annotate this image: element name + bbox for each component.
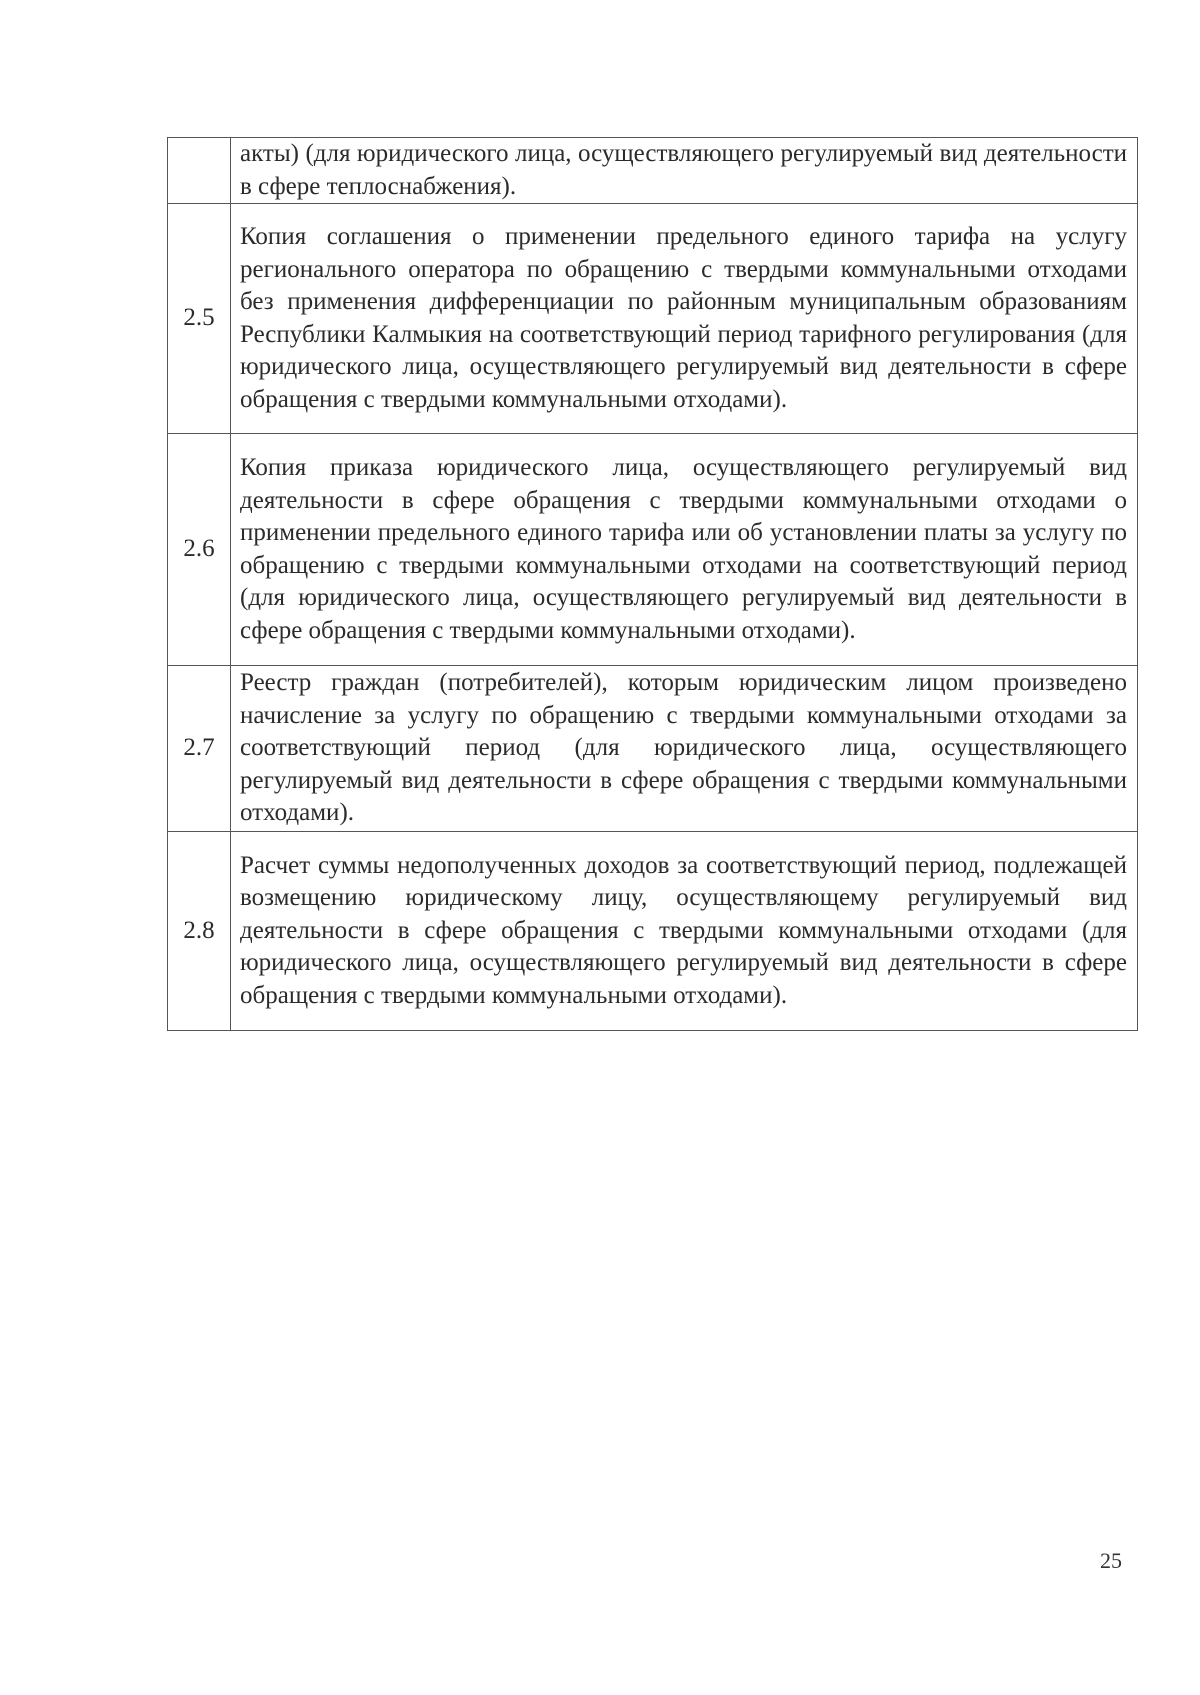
row-number-cell: 2.8 (168, 832, 231, 1031)
table-row (168, 832, 1138, 1031)
table-row (168, 138, 1138, 204)
page-number: 25 (1100, 1548, 1122, 1573)
row-text-cell: Копия соглашения о применении предельного единого тарифа на услугу регионального оператора по обращению с твердыми коммунальными отходами без применения дифференциации по районным муниципальным образованиям Республики Калмыкия на соответствующий период тарифного регулирования (для юридического лица, осуществляющего регулируемый вид деятельности в сфере обращения с твердыми коммунальными отходами). (231, 204, 1138, 434)
document-table (167, 137, 1138, 1031)
row-number-cell: 2.7 (168, 666, 231, 832)
table-row (168, 204, 1138, 434)
row-text-cell: Реестр граждан (потребителей), которым юридическим лицом произведено начисление за услугу по обращению с твердыми коммунальными отходами за соответствующий период (для юридического лица, осуществляющего регулируемый вид деятельности в сфере обращения с твердыми коммунальными отходами). (231, 666, 1138, 832)
row-number-cell: 2.5 (168, 204, 231, 434)
row-text-cell: Расчет суммы недополученных доходов за соответствующий период, подлежащей возмещению юридическому лицу, осуществляющему регулируемый вид деятельности в сфере обращения с твердыми коммунальными отходами (для юридического лица, осуществляющего регулируемый вид деятельности в сфере обращения с твердыми коммунальными отходами). (231, 832, 1138, 1031)
table-row (168, 666, 1138, 832)
row-text-cell: акты) (для юридического лица, осуществляющего регулируемый вид деятельности в сфере теплоснабжения). (231, 138, 1138, 204)
row-text-cell: Копия приказа юридического лица, осуществляющего регулируемый вид деятельности в сфере обращения с твердыми коммунальными отходами о применении предельного единого тарифа или об установлении платы за услугу по обращению с твердыми коммунальными отходами на соответствующий период (для юридического лица, осуществляющего регулируемый вид деятельности в сфере обращения с твердыми коммунальными отходами). (231, 434, 1138, 666)
row-number-cell: 2.6 (168, 434, 231, 666)
row-number-cell (168, 138, 231, 204)
table-row (168, 434, 1138, 666)
